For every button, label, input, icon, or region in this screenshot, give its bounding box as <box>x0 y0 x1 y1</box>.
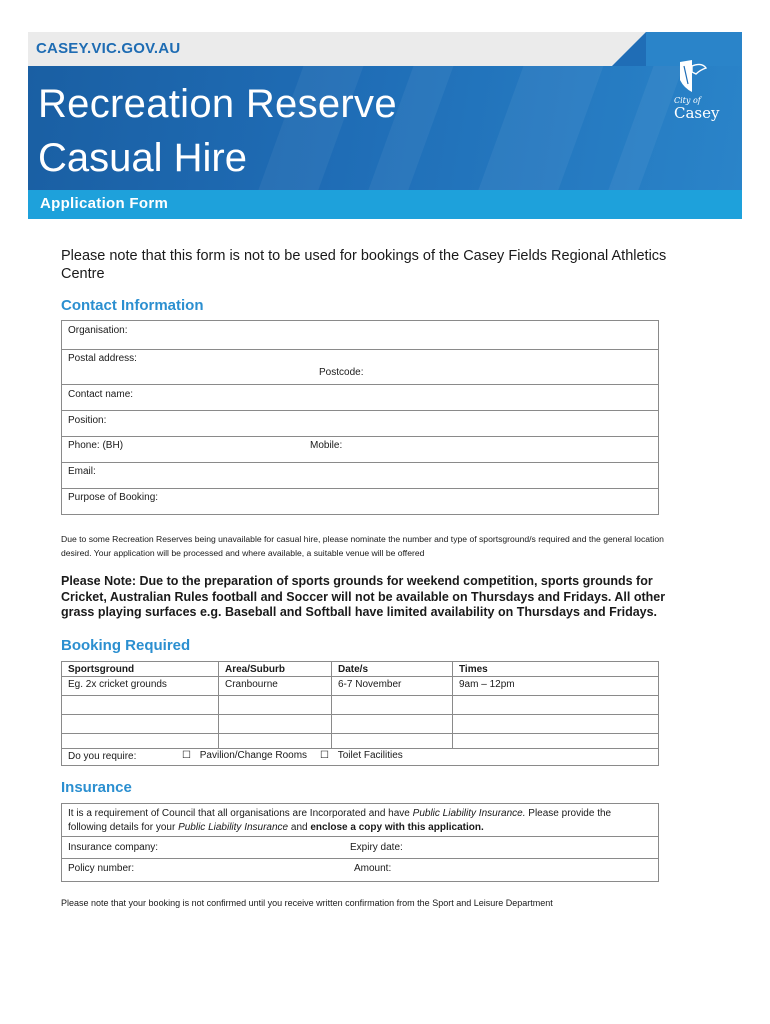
confirmation-note: Please note that your booking is not confirmed until you receive written confirmation from the Sport and Leisure Department <box>61 898 553 908</box>
email-label: Email: <box>68 466 96 477</box>
booking-table <box>61 661 659 766</box>
pavilion-checkbox[interactable] <box>182 750 307 761</box>
phone-label: Phone: (BH) <box>68 440 124 451</box>
require-label: Do you require: <box>68 751 137 762</box>
insurance-requirement-text: It is a requirement of Council that all organisations are Incorporated and have Public Liability Insurance. Please provide the following details for your Public Liability Insurance and enclose a copy with this application. <box>68 808 612 833</box>
example-sportsground: Eg. 2x cricket grounds <box>68 679 167 690</box>
postal-address-label: Postal address: <box>68 353 137 364</box>
insurance-form <box>61 803 659 882</box>
email-field[interactable] <box>62 463 658 489</box>
site-url: CASEY.VIC.GOV.AU <box>36 40 181 57</box>
purpose-label: Purpose of Booking: <box>68 492 159 503</box>
column-header-sportsground: Sportsground <box>68 664 135 675</box>
postal-address-field[interactable] <box>62 350 658 385</box>
booking-heading: Booking Required <box>61 637 191 654</box>
organisation-field[interactable] <box>62 321 658 350</box>
mobile-label: Mobile: <box>310 440 343 451</box>
toilet-checkbox[interactable] <box>320 750 403 761</box>
purpose-field[interactable] <box>62 489 658 514</box>
example-area: Cranbourne <box>225 679 278 690</box>
contact-name-field[interactable] <box>62 385 658 411</box>
logo-name: Casey <box>674 104 720 122</box>
form-subtitle: Application Form <box>40 195 169 212</box>
row-divider <box>62 748 658 749</box>
phone-field[interactable] <box>62 437 658 463</box>
pavilion-label: Pavilion/Change Rooms <box>199 750 308 761</box>
row-divider <box>62 733 658 734</box>
availability-note: Please Note: Due to the preparation of sports grounds for weekend competition, sports grounds for Cricket, Australian Rules football and Soccer will not be available on Thursdays and Fridays. All other grass playing surfaces e.g. Baseball and Softball have limited availability on Thursdays and Fridays. <box>61 574 666 619</box>
column-header-area: Area/Suburb <box>225 664 286 675</box>
position-label: Position: <box>68 415 107 426</box>
page-title-line1: Recreation Reserve <box>38 82 397 126</box>
contact-form <box>61 320 659 515</box>
insurance-heading: Insurance <box>61 779 132 796</box>
intro-note: Please note that this form is not to be used for bookings of the Casey Fields Regional Athletics Centre <box>61 248 667 282</box>
logo-small-text: City of <box>674 96 701 105</box>
amount-label: Amount: <box>354 863 392 874</box>
postcode-label: Postcode: <box>319 367 364 378</box>
column-divider <box>218 662 219 748</box>
insurance-requirement <box>62 804 658 837</box>
policy-number-label: Policy number: <box>68 863 135 874</box>
policy-number-field[interactable] <box>62 859 658 881</box>
page-title-line2: Casual Hire <box>38 136 247 180</box>
organisation-label: Organisation: <box>68 325 128 336</box>
contact-heading: Contact Information <box>61 297 204 314</box>
column-divider <box>331 662 332 748</box>
example-dates: 6-7 November <box>338 679 402 690</box>
toilet-label: Toilet Facilities <box>337 750 403 761</box>
column-header-dates: Date/s <box>338 664 369 675</box>
row-divider <box>62 676 658 677</box>
sportsground-note: Due to some Recreation Reserves being unavailable for casual hire, please nominate the number and type of sportsground/s required and the general location desired. Your application will be processed and where available, a suitable venue will be offered <box>61 534 664 558</box>
column-header-times: Times <box>459 664 488 675</box>
contact-name-label: Contact name: <box>68 389 134 400</box>
example-times: 9am – 12pm <box>459 679 515 690</box>
expiry-date-label: Expiry date: <box>350 842 403 853</box>
booking-input-cell[interactable] <box>62 696 218 714</box>
insurance-company-label: Insurance company: <box>68 842 159 853</box>
checkbox-icon: ☐ <box>320 750 329 761</box>
checkbox-icon: ☐ <box>182 750 191 761</box>
banner-notch <box>612 32 646 66</box>
insurance-company-field[interactable] <box>62 837 658 859</box>
position-field[interactable] <box>62 411 658 437</box>
column-divider <box>452 662 453 748</box>
booking-input-cell[interactable] <box>62 715 218 733</box>
